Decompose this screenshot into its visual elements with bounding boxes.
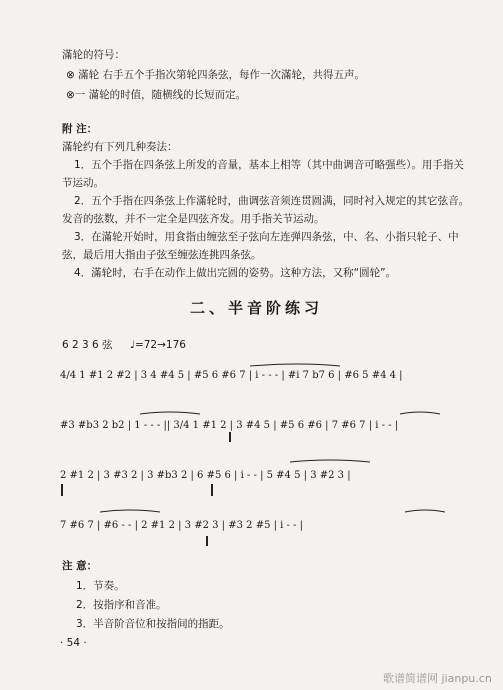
notes-intro: 滿轮约有下列几种奏法： — [62, 141, 178, 153]
score-row-2: #3 #b3 2 b2 | 1 - - - || 3/4 1 #1 2 | 3 #4 5 | #5 6 #6 | 7 #6 7 | i - - | — [60, 420, 399, 431]
attention-item-3: 3．半音阶音位和按指间的指距。 — [76, 618, 230, 630]
notes-heading: 附 注： — [62, 123, 98, 135]
slur-3 — [400, 412, 440, 414]
notes-item-3b: 弦，最后用大指由子弦至缠弦连挑四条弦。 — [62, 249, 262, 261]
slur-2 — [140, 412, 200, 414]
symbol-line-1: ⊗ 滿轮 右手五个手指次第轮四条弦，每作一次滿轮，共得五声。 — [66, 69, 365, 81]
notes-item-1a: 1．五个手指在四条弦上所发的音量，基本上相等（其中曲调音可略强些）。用手指关 — [74, 159, 464, 171]
notes-item-2b: 发音的弦数，并不一定全是四弦齐发。用手指关节运动。 — [62, 213, 325, 225]
page-number: · 54 · — [60, 637, 87, 649]
watermark: 歌谱简谱网 jianpu.cn — [383, 672, 492, 685]
score-row-4: 7 #6 7 | #6 - - | 2 #1 2 | 3 #2 3 | #3 2 #5 | i - - | — [60, 520, 304, 531]
attention-heading: 注 意： — [62, 560, 98, 572]
slur-4 — [290, 460, 370, 462]
exercise-title: 二、半音阶练习 — [190, 299, 324, 317]
slur-6 — [405, 510, 445, 512]
slur-1 — [250, 364, 340, 366]
attention-item-1: 1．节奏。 — [76, 580, 125, 592]
score-row-1: 4/4 1 #1 2 #2 | 3 4 #4 5 | #5 6 #6 7 | i - - - | #i 7 b7 6 | #6 5 #4 4 | — [60, 370, 403, 381]
notes-item-3a: 3．在滿轮开始时，用食指由缠弦至子弦向左连弹四条弦，中、名、小指只轮子、中 — [74, 231, 459, 243]
slur-5 — [100, 510, 160, 512]
notes-item-1b: 节运动。 — [62, 177, 104, 189]
notes-item-4: 4．滿轮时，右手在动作上做出完圆的姿势。这种方法，又称“圆轮”。 — [74, 267, 397, 279]
attention-item-2: 2．按指序和音准。 — [76, 599, 167, 611]
symbol-heading: 滿轮的符号： — [62, 49, 125, 61]
tuning-label: 6 2 3 6 弦 — [62, 339, 113, 351]
notes-item-2a: 2．五个手指在四条弦上作滿轮时，曲调弦音须连贯圆满，同时衬入规定的其它弦音。 — [74, 195, 470, 207]
tempo-marking: ♩=72→176 — [130, 339, 186, 351]
symbol-line-2: ⊗一 滿轮的时值，随横线的长短而定。 — [66, 89, 247, 101]
score-row-3: 2 #1 2 | 3 #3 2 | 3 #b3 2 | 6 #5 6 | i - - | 5 #4 5 | 3 #2 3 | — [60, 470, 351, 481]
